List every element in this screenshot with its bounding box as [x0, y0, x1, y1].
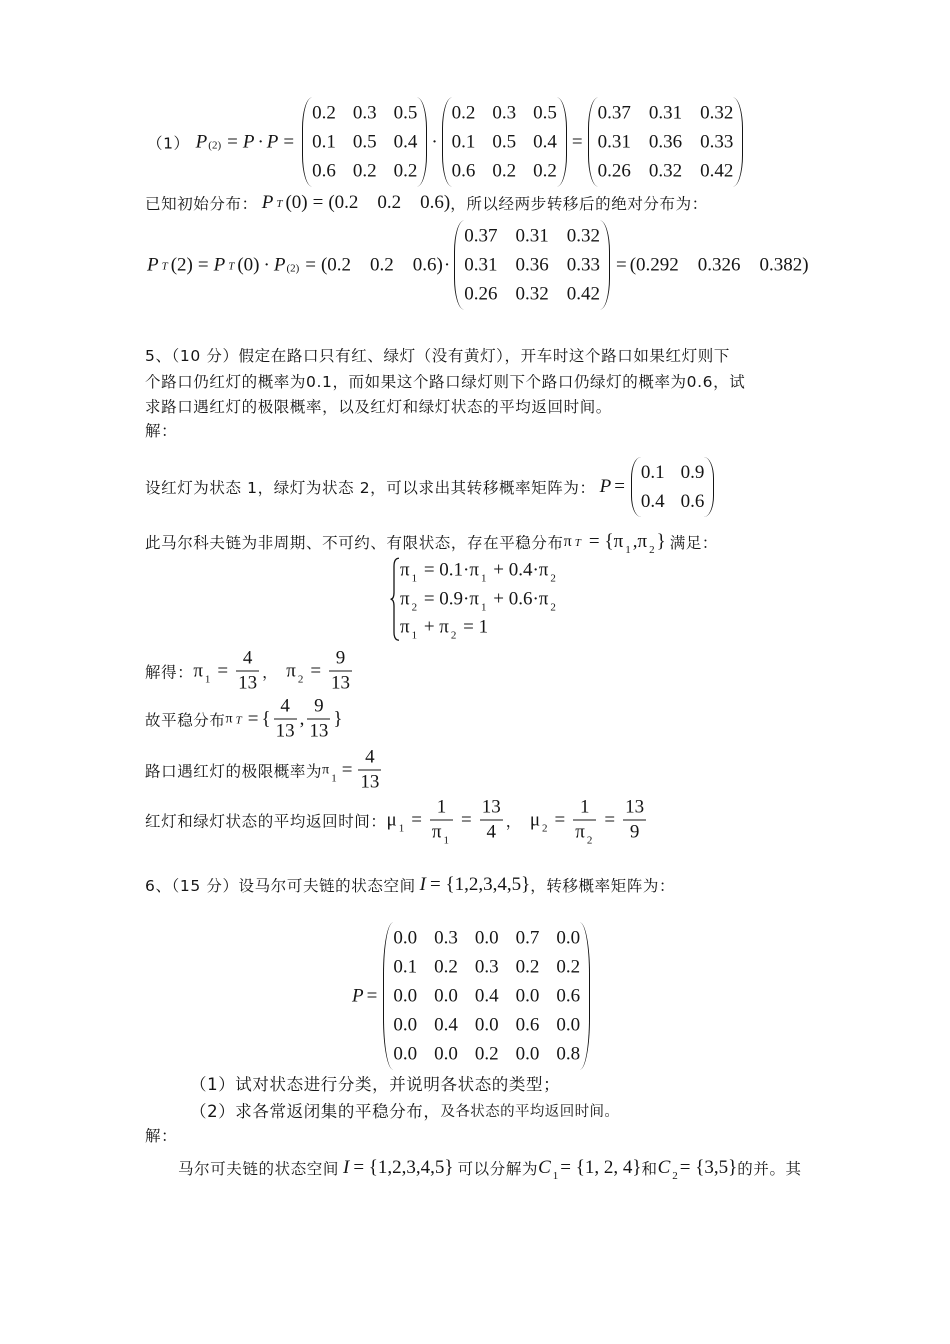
matrix-cell-r2-c2: 0.6	[680, 491, 705, 512]
matrix-cell-r3-c1: 0.26	[597, 160, 631, 182]
pi-symbol: π	[225, 711, 233, 726]
matrix-grid	[312, 98, 417, 187]
stationary-distribution	[145, 696, 342, 743]
dot-operator: ·	[257, 131, 264, 152]
equals-sign: =	[312, 192, 324, 213]
matrix-cell-r3-c4: 0.0	[515, 985, 540, 1007]
separator: ，	[262, 663, 279, 681]
equation-system	[390, 556, 558, 642]
matrix-cell-r1-c3: 0.0	[474, 927, 499, 949]
numerator: 1	[436, 796, 447, 818]
pi-symbol: π	[563, 533, 572, 550]
initial-prefix: 已知初始分布：	[145, 195, 258, 213]
matrix-cell-r4-c1: 0.0	[393, 1014, 418, 1036]
matrix-cell-r1-c2: 0.3	[492, 102, 517, 124]
matrix-cell-r1-c4: 0.7	[515, 927, 540, 949]
matrix-cell-r3-c2: 0.2	[492, 160, 517, 182]
fraction-inverse-pi2	[573, 796, 596, 847]
set-separator: ,	[299, 708, 305, 729]
pi-subscript: 2	[450, 629, 457, 642]
numerator: 9	[335, 647, 346, 669]
pi-subscript: 2	[586, 834, 593, 847]
matrix-cell-r1-c2: 0.3	[352, 102, 377, 124]
pi-subscript: 1	[480, 572, 487, 585]
matrix-p-5x5	[383, 923, 590, 1070]
q5-text-line-3	[145, 395, 612, 417]
matrix-cell-r4-c2: 0.4	[434, 1014, 458, 1036]
fraction-bar	[358, 770, 381, 771]
decomposition-suffix: 的并。其	[737, 1160, 802, 1178]
initial-vector: (0.2 0.2 0.6)	[320, 254, 443, 275]
question-text: 个路口仍红灯的概率为0.1，而如果这个路口绿灯则下个路口仍绿灯的概率为0.6，试	[145, 373, 746, 391]
pi-symbol: π	[193, 660, 203, 681]
mu-subscript: 1	[398, 822, 405, 834]
right-paren	[600, 221, 610, 310]
fraction-bar	[480, 820, 503, 821]
equation-term: + 0.6·π	[488, 588, 549, 609]
q5-text-line-2	[145, 370, 745, 392]
return-prefix: 红灯和绿灯状态的平均返回时间：	[145, 812, 387, 830]
denominator: 9	[629, 821, 640, 843]
matrix-p-left	[302, 98, 427, 187]
right-paren	[417, 98, 427, 187]
left-paren	[442, 98, 452, 187]
equals-sign: =	[604, 809, 616, 830]
matrix-cell-r2-c2: 0.36	[648, 131, 683, 153]
limit-probability	[145, 747, 384, 794]
pi-subscript: 2	[649, 544, 655, 556]
fraction-pi2	[307, 696, 330, 743]
matrix-cell-r3-c3: 0.42	[700, 160, 734, 182]
matrix-cell-r2-c1: 0.31	[597, 131, 631, 153]
set-close: }	[333, 708, 343, 729]
left-brace	[390, 557, 400, 641]
question-suffix: ，转移概率矩阵为：	[530, 877, 676, 895]
matrix-cell-r1-c5: 0.0	[556, 927, 581, 949]
p-symbol: P	[195, 131, 208, 152]
equals-sign: =	[366, 985, 378, 1006]
matrix-cell-r1-c1: 0.37	[597, 102, 631, 124]
matrix-cell-r2-c4: 0.2	[515, 956, 540, 978]
matrix-cell-r2-c3: 0.33	[700, 131, 734, 153]
fraction-mu2	[623, 797, 646, 844]
q6-decomposition	[178, 1157, 802, 1182]
q6-question-line	[145, 874, 675, 896]
p-symbol: P	[352, 985, 364, 1006]
fraction-bar	[236, 671, 259, 672]
matrix-cell-r4-c4: 0.6	[515, 1014, 540, 1036]
matrix-cell-r3-c1: 0.6	[451, 160, 476, 182]
matrix-cell-r1-c1: 0.2	[312, 102, 336, 124]
state-space-symbol: I	[419, 874, 426, 895]
matrix-cell-r1-c3: 0.32	[700, 102, 734, 124]
pi-symbol: π	[286, 660, 296, 681]
matrix-cell-r1-c3: 0.32	[566, 225, 600, 247]
q6-transition-matrix	[352, 923, 593, 1070]
matrix-cell-r3-c1: 0.26	[464, 283, 498, 305]
fraction-bar	[623, 820, 646, 821]
state-space-set: = {1,2,3,4,5}	[353, 1157, 454, 1178]
decomposition-mid: 可以分解为	[457, 1160, 539, 1178]
pi-subscript: 1	[625, 544, 631, 556]
limit-prefix: 路口遇红灯的极限概率为	[145, 762, 323, 780]
matrix-cell-r3-c3: 0.4	[474, 985, 499, 1007]
equals-sign: =	[614, 476, 625, 497]
pi-symbol: π	[400, 559, 410, 581]
matrix-cell-r5-c3: 0.2	[474, 1043, 499, 1065]
numerator: 13	[625, 796, 645, 818]
matrix-cell-r1-c3: 0.5	[533, 102, 557, 124]
class-c1-symbol: C	[538, 1157, 551, 1178]
mean-return-times	[145, 796, 649, 847]
time-argument: (0)	[237, 254, 260, 275]
pi-symbol: π	[400, 588, 410, 609]
fraction-pi1	[236, 648, 259, 695]
decomposition-prefix: 马尔可夫链的状态空间	[178, 1160, 340, 1178]
matrix-p-right	[442, 98, 567, 187]
equals-sign: =	[411, 809, 422, 830]
fraction-bar	[573, 820, 596, 821]
denominator: 13	[360, 771, 380, 793]
equation-term: = 0.1·π	[419, 559, 479, 581]
task-text: （2）求各常返闭集的平稳分布，	[190, 1102, 441, 1121]
state-text: 设红灯为状态 1，绿灯为状态 2，可以求出其转移概率矩阵为：	[145, 479, 596, 497]
equals-sign: =	[217, 660, 229, 681]
initial-distribution-line	[145, 192, 708, 214]
pi-subscript: 1	[411, 572, 418, 585]
matrix-p2	[454, 221, 610, 310]
fraction-bar	[274, 719, 297, 720]
mu-symbol: μ	[529, 809, 541, 830]
matrix-cell-r3-c1: 0.6	[312, 160, 336, 182]
transpose-superscript: T	[235, 714, 242, 726]
chain-text: 此马尔科夫链为非周期、不可约、有限状态，存在平稳分布	[145, 534, 564, 552]
equation-row-1	[400, 556, 558, 585]
denominator: 4	[486, 821, 496, 843]
matrix-p2-result	[588, 98, 744, 187]
equals-sign: =	[197, 254, 209, 275]
matrix-cell-r2-c1: 0.1	[312, 131, 336, 153]
matrix-cell-r2-c5: 0.2	[556, 956, 581, 978]
equation-term: = 0.9·π	[419, 588, 479, 609]
q5-text-line-1	[145, 344, 730, 366]
matrix-cell-r1-c3: 0.5	[393, 102, 418, 124]
matrix-cell-r1-c2: 0.3	[434, 927, 458, 949]
class-c2-set: = {3,5}	[679, 1157, 738, 1178]
pi-subscript: 2	[550, 572, 556, 585]
equation-term: = 1	[458, 616, 489, 638]
matrix-cell-r4-c3: 0.0	[474, 1014, 499, 1036]
q6-task-1	[190, 1071, 560, 1095]
solution-label: 解：	[145, 422, 178, 440]
matrix-cell-r3-c2: 0.32	[515, 283, 549, 305]
equals-sign: =	[283, 131, 295, 152]
set-open: {π	[604, 531, 624, 552]
matrix-cell-r3-c1: 0.0	[393, 985, 418, 1007]
matrix-cell-r1-c1: 0.37	[464, 225, 498, 247]
matrix-cell-r3-c3: 0.2	[533, 160, 557, 182]
pi-symbol: π	[575, 821, 585, 843]
matrix-p-2x2	[631, 457, 715, 517]
equals-sign: =	[615, 254, 627, 275]
p-symbol: P	[266, 131, 279, 152]
time-argument: (0)	[285, 192, 308, 213]
matrix-cell-r3-c3: 0.2	[393, 160, 418, 182]
matrix-cell-r2-c1: 0.1	[451, 131, 476, 153]
matrix-cell-r1-c1: 0.1	[640, 462, 665, 483]
numerator: 9	[314, 695, 324, 717]
matrix-cell-r3-c2: 0.2	[352, 160, 377, 182]
denominator: 13	[275, 720, 295, 742]
question-text: 求路口遇红灯的极限概率，以及红灯和绿灯状态的平均返回时间。	[145, 398, 612, 416]
stationary-prefix: 故平稳分布	[145, 711, 226, 729]
result-vector: (0.292 0.326 0.382)	[629, 254, 809, 275]
matrix-cell-r5-c4: 0.0	[515, 1043, 540, 1065]
matrix-cell-r3-c2: 0.0	[434, 985, 458, 1007]
mu-symbol: μ	[386, 809, 397, 830]
matrix-cell-r2-c3: 0.4	[393, 131, 418, 153]
pi-subscript: 2	[297, 673, 304, 685]
matrix-cell-r3-c5: 0.6	[556, 985, 581, 1007]
dot-operator: ·	[263, 254, 270, 275]
transpose-superscript: T	[228, 260, 235, 272]
dot-operator: ·	[431, 131, 438, 152]
left-paren	[454, 221, 464, 310]
q5-chain-properties	[145, 531, 719, 556]
solved-prefix: 解得：	[145, 663, 194, 681]
p-symbol: P	[213, 254, 226, 275]
left-paren	[588, 98, 598, 187]
right-paren	[704, 457, 714, 517]
matrix-grid	[393, 923, 580, 1070]
fraction-bar	[329, 671, 352, 672]
pi-subscript: 2	[550, 601, 556, 613]
left-paren	[631, 457, 641, 517]
matrix-cell-r1-c2: 0.31	[515, 225, 549, 247]
pi-subscript: 1	[480, 601, 487, 613]
fraction-limit	[358, 747, 381, 794]
denominator	[573, 821, 596, 847]
conjunction: 和	[641, 1160, 658, 1178]
matrix-cell-r2-c2: 0.2	[434, 956, 458, 978]
right-paren	[733, 98, 743, 187]
part1-equation	[147, 98, 746, 187]
numerator: 4	[242, 647, 253, 669]
matrix-cell-r2-c3: 0.3	[474, 956, 499, 978]
matrix-cell-r1-c1: 0.2	[451, 102, 476, 124]
matrix-cell-r2-c1: 0.4	[640, 491, 665, 512]
set-open: {	[261, 708, 271, 729]
equals-sign: =	[227, 131, 238, 152]
denominator	[430, 821, 453, 847]
right-paren	[580, 923, 590, 1070]
p-subscript: (2)	[286, 262, 300, 274]
fraction-bar	[430, 820, 453, 821]
task-text-continued: 及各状态的平均返回时间。	[440, 1103, 620, 1120]
p-symbol: P	[147, 254, 159, 275]
equation-rows	[400, 556, 558, 642]
matrix-cell-r2-c3: 0.33	[566, 254, 600, 276]
transpose-superscript: T	[276, 198, 283, 210]
pi-subscript: 1	[411, 629, 418, 642]
question-text: 6、（15 分）设马尔可夫链的状态空间	[145, 877, 416, 895]
matrix-grid	[452, 98, 557, 187]
mu-subscript: 2	[542, 822, 548, 834]
matrix-cell-r2-c2: 0.5	[352, 131, 377, 153]
q6-solution-label	[145, 1124, 177, 1146]
initial-vector: (0.2 0.2 0.6)	[328, 192, 451, 213]
numerator: 4	[365, 746, 375, 768]
separator: ，	[505, 812, 522, 830]
matrix-grid	[598, 98, 734, 187]
equals-sign: =	[310, 660, 322, 681]
matrix-cell-r2-c2: 0.5	[492, 131, 517, 153]
class-subscript: 1	[552, 1170, 559, 1182]
p-subscript: (2)	[208, 139, 222, 151]
matrix-cell-r2-c1: 0.1	[393, 956, 418, 978]
chain-suffix: 满足：	[669, 534, 719, 552]
equation-row-3	[400, 613, 558, 642]
fraction-pi2	[329, 648, 352, 695]
pi-symbol: π	[431, 821, 442, 843]
matrix-cell-r2-c3: 0.4	[533, 131, 557, 153]
matrix-cell-r4-c5: 0.0	[556, 1014, 581, 1036]
matrix-cell-r1-c2: 0.9	[680, 462, 705, 483]
matrix-grid	[641, 457, 705, 517]
solution-label: 解：	[145, 1127, 178, 1145]
fraction-inverse-pi1	[430, 796, 453, 847]
denominator: 13	[331, 672, 351, 694]
equation-row-2	[400, 585, 558, 614]
equals-sign: =	[461, 809, 472, 830]
dot-operator: ·	[443, 254, 451, 275]
task-text: （1）试对状态进行分类，并说明各状态的类型；	[190, 1075, 561, 1094]
state-space-set: = {1,2,3,4,5}	[430, 874, 531, 895]
matrix-cell-r5-c1: 0.0	[393, 1043, 418, 1065]
equals-sign: =	[588, 531, 600, 552]
numerator: 13	[481, 796, 501, 818]
class-c1-set: = {1, 2, 4}	[560, 1157, 642, 1178]
fraction-mu1	[480, 797, 503, 844]
left-paren	[383, 923, 393, 1070]
numerator: 4	[280, 695, 290, 717]
numerator: 1	[580, 796, 590, 818]
transpose-superscript: T	[161, 260, 168, 272]
q6-task-2	[190, 1098, 619, 1122]
equals-sign: =	[571, 131, 583, 152]
class-subscript: 2	[672, 1170, 678, 1182]
pi-symbol: π	[322, 762, 330, 777]
fraction-pi1	[274, 696, 297, 743]
matrix-grid	[464, 221, 600, 310]
q5-solution-label	[145, 419, 177, 441]
equation-term: + 0.4·π	[488, 559, 549, 581]
matrix-cell-r1-c2: 0.31	[648, 102, 683, 124]
equation-term: + π	[419, 616, 449, 638]
equals-sign: =	[554, 809, 566, 830]
right-paren	[557, 98, 567, 187]
matrix-cell-r3-c3: 0.42	[566, 283, 600, 305]
p-symbol: P	[599, 476, 612, 497]
time-argument: (2)	[170, 254, 193, 275]
transpose-superscript: T	[574, 537, 581, 549]
question-text: 5、（10 分）假定在路口只有红、绿灯（没有黄灯），开车时这个路口如果红灯则下	[145, 347, 730, 365]
equals-sign: =	[247, 708, 259, 729]
matrix-cell-r1-c1: 0.0	[393, 927, 418, 949]
solved-values	[145, 648, 355, 695]
initial-suffix: ，所以经两步转移后的绝对分布为：	[450, 195, 708, 213]
pi-subscript: 1	[443, 834, 450, 847]
pi-subscript: 1	[331, 772, 337, 784]
set-separator: ,π	[632, 531, 648, 552]
equals-sign: =	[341, 759, 353, 780]
class-c2-symbol: C	[657, 1157, 671, 1178]
matrix-cell-r2-c2: 0.36	[515, 254, 549, 276]
two-step-equation	[147, 221, 809, 310]
q5-state-definition	[145, 457, 717, 517]
pi-symbol: π	[400, 616, 410, 638]
set-close: }	[656, 531, 666, 552]
state-space-symbol: I	[343, 1157, 350, 1178]
denominator: 13	[309, 720, 329, 742]
pi-subscript: 2	[411, 601, 418, 613]
denominator: 13	[238, 672, 258, 694]
left-paren	[302, 98, 312, 187]
p-symbol: P	[242, 131, 255, 152]
matrix-cell-r2-c1: 0.31	[464, 254, 498, 276]
p-symbol: P	[273, 254, 286, 275]
part-label: （1）	[147, 134, 190, 152]
p-symbol: P	[261, 192, 274, 213]
matrix-cell-r3-c2: 0.32	[648, 160, 683, 182]
matrix-cell-r5-c5: 0.8	[556, 1043, 581, 1065]
pi-subscript: 1	[204, 673, 211, 685]
matrix-cell-r5-c2: 0.0	[434, 1043, 458, 1065]
fraction-bar	[307, 719, 330, 720]
equals-sign: =	[305, 254, 316, 275]
